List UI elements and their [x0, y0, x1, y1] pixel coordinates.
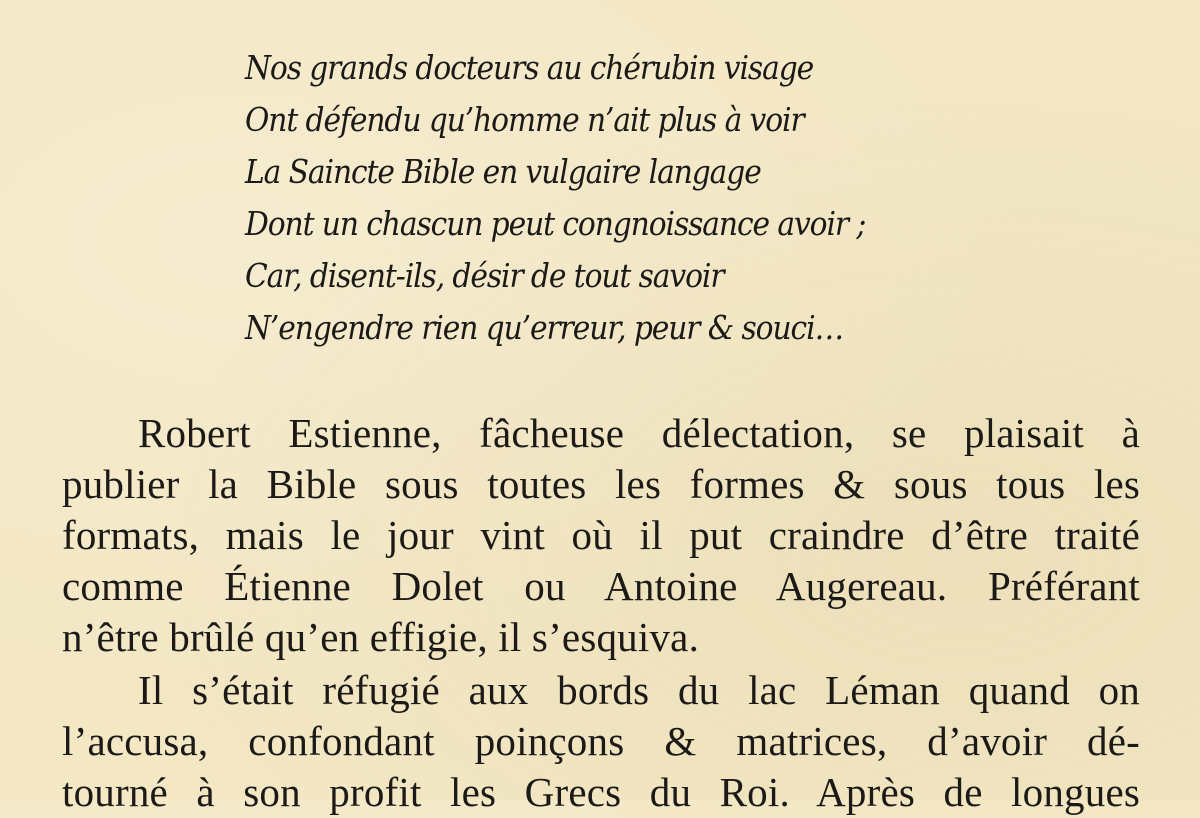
verse-line: Nos grands docteurs au chérubin visage — [245, 48, 814, 87]
text-line: formats, mais le jour vint où il put craindre d’être traité — [62, 512, 1140, 558]
text-line: comme Étienne Dolet ou Antoine Augereau. Préférant — [62, 563, 1140, 609]
paragraph-lac-leman — [62, 665, 1140, 818]
body-text — [62, 408, 1140, 818]
verse-line: La Saincte Bible en vulgaire langage — [245, 152, 761, 191]
text-line: tourné à son profit les Grecs du Roi. Après de longues — [62, 769, 1140, 815]
paragraph-robert-estienne — [62, 408, 1140, 663]
verse-line: N’engendre rien qu’erreur, peur & souci… — [245, 308, 844, 347]
text-line: n’être brûlé qu’en effigie, il s’esquiva. — [62, 614, 700, 660]
text-line: publier la Bible sous toutes les formes & sous tous les — [62, 461, 1140, 507]
text-line: Robert Estienne, fâcheuse délectation, se plaisait à — [138, 410, 1140, 456]
verse-line: Ont défendu qu’homme n’ait plus à voir — [245, 100, 804, 139]
text-line: Il s’était réfugié aux bords du lac Léman quand on — [138, 667, 1140, 713]
text-line: l’accusa, confondant poinçons & matrices, d’avoir dé- — [62, 718, 1140, 764]
verse-quotation — [245, 42, 1055, 354]
verse-line: Dont un chascun peut congnoissance avoir ; — [245, 204, 866, 243]
verse-line: Car, disent-ils, désir de tout savoir — [245, 256, 724, 295]
